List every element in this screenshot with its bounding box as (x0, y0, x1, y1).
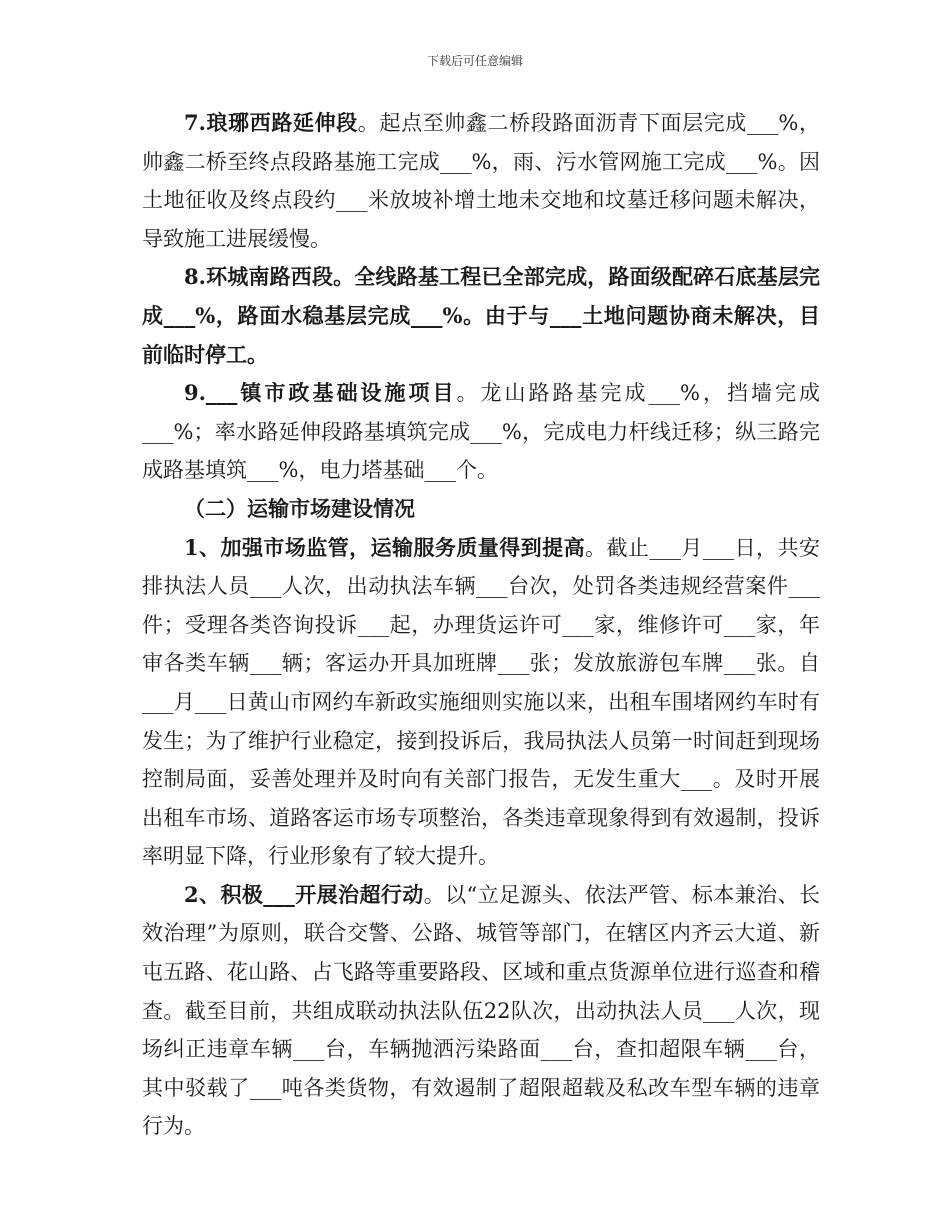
paragraph-market-2 (142, 876, 820, 1146)
paragraph-7 (142, 104, 820, 258)
section-heading: （二）运输市场建设情况 (184, 495, 415, 521)
page-header: 下载后可任意编辑 (426, 54, 523, 68)
paragraph-market-1-lead: 1、加强市场监管，运输服务质量得到提高 (184, 534, 586, 560)
paragraph-market-1-body: 。截止___月___日，共安排执法人员___人次，出动执法车辆___台次，处罚各类违规经营案件___件；受理各类咨询投诉___起，办理货运许可___家，维修许可___家，年审各类车辆___辆；客运办开具加班牌___张；发放旅游包车牌___张。自___月___日黄山市网约车新政实施细则实施以来，出租车围堵网约车时有发生；为了维护行业稳定，接到投诉后，我局执法人员第一时间赶到现场控制局面，妥善处理并及时向有关部门报告，无发生重大___。及时开展出租车市场、道路客运市场专项整治，各类违章现象得到有效遏制，投诉率明显下降，行业形象有了较大提升。 (142, 535, 820, 869)
paragraph-9-body: 。龙山路路基完成___%，挡墙完成___%；率水路延伸段路基填筑完成___%，完成电力杆线迁移；纵三路完成路基填筑___%，电力塔基础___个。 (142, 381, 820, 483)
paragraph-7-body: 。起点至帅鑫二桥段路面沥青下面层完成___%，帅鑫二桥至终点段路基施工完成___%，雨、污水管网施工完成___%。因土地征收及终点段约___米放坡补增土地未交地和坟墓迁移问题未解决，导致施工进展缓慢。 (142, 111, 820, 251)
paragraph-9 (142, 374, 820, 490)
paragraph-7-lead: 7.琅琊西路延伸段 (184, 110, 358, 135)
paragraph-8-text: 8.环城南路西段。全线路基工程已全部完成，路面级配碎石底基层完成___%，路面水稳基层完成___%。由于与___土地问题协商未解决，目前临时停工。 (142, 264, 820, 367)
paragraph-market-2-lead: 2、积极___开展治超行动 (184, 881, 424, 907)
paragraph-8 (142, 258, 820, 374)
paragraph-market-1 (142, 529, 820, 876)
paragraph-market-2-body: 。以“立足源头、依法严管、标本兼治、长效治理”为原则，联合交警、公路、城管等部门，在辖区内齐云大道、新屯五路、花山路、占飞路等重要路段、区域和重点货源单位进行巡查和稽查。截至目前，共组成联动执法队伍22队次，出动执法人员___人次，现场纠正违章车辆___台，车辆抛洒污染路面___台，查扣超限车辆___台，其中驳载了___吨各类货物，有效遏制了超限超载及私改车型车辆的违章行为。 (142, 882, 820, 1139)
paragraph-9-lead: 9.___镇市政基础设施项目 (184, 380, 457, 406)
document-body (142, 104, 820, 1146)
